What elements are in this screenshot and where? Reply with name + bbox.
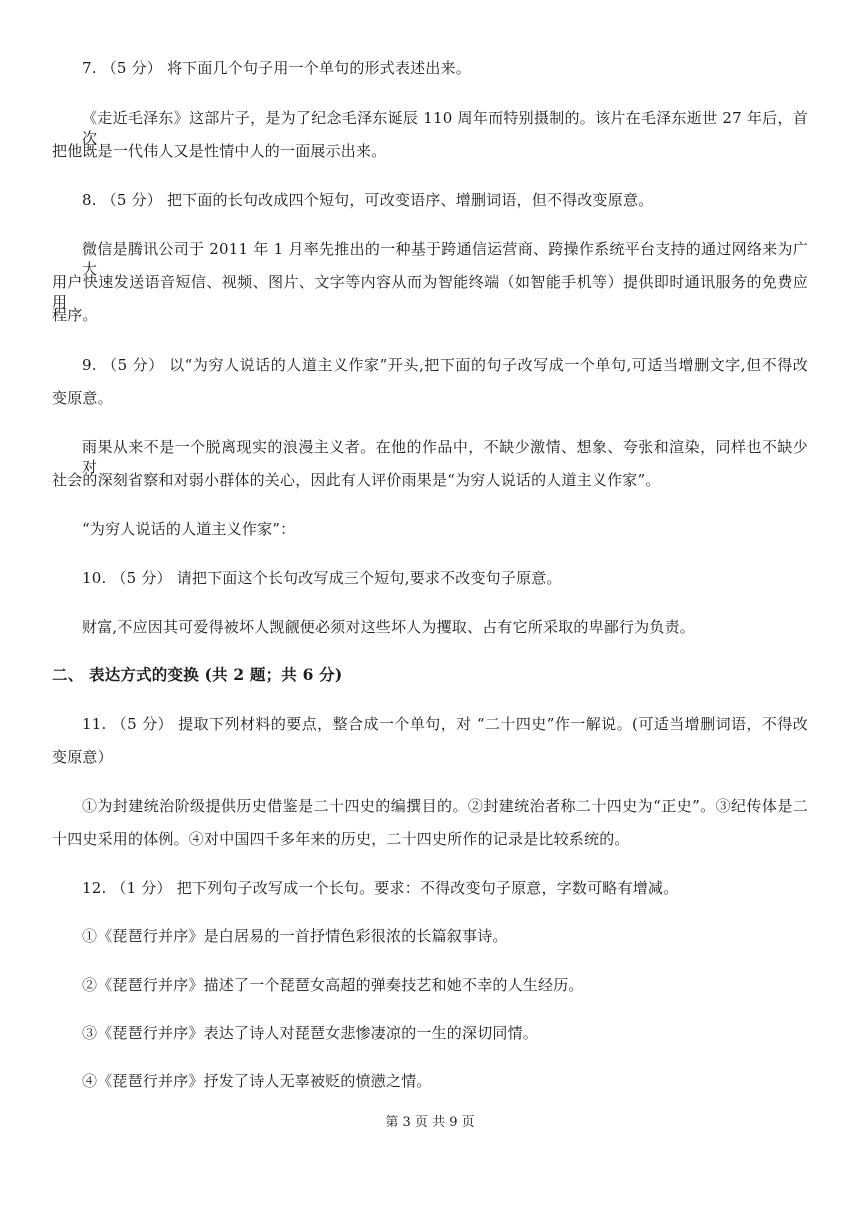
question-10-stem: 10. （5 分） 请把下面这个长句改写成三个短句,要求不改变句子原意。 [82, 569, 562, 587]
question-12-item-2: ②《琵琶行并序》描述了一个琵琶女高超的弹奏技艺和她不幸的人生经历。 [82, 976, 584, 994]
page-footer: 第 3 页 共 9 页 [385, 1115, 475, 1130]
question-11-stem-line-2: 变原意） [52, 748, 113, 766]
question-9-material-line-2: 社会的深刻省察和对弱小群体的关心，因此有人评价雨果是“为穷人说话的人道主义作家”。 [52, 471, 661, 489]
question-8-stem: 8. （5 分） 把下面的长句改成四个短句，可改变语序、增删词语，但不得改变原意。 [82, 191, 654, 209]
question-9-stem-line-1: 9. （5 分） 以“为穷人说话的人道主义作家”开头,把下面的句子改写成一个单句,可适当增删文字,但不得改 [82, 356, 808, 374]
section-2-heading: 二、 表达方式的变换 (共 2 题；共 6 分) [52, 665, 343, 684]
question-10-material: 财富,不应因其可爱得被坏人觊觎便必须对这些坏人为攫取、占有它所采取的卑鄙行为负责。 [82, 618, 695, 636]
question-11-material-line-1: ①为封建统治阶级提供历史借鉴是二十四史的编撰目的。②封建统治者称二十四史为“正史”。③纪传体是二 [82, 797, 808, 815]
question-8-material-line-1: 微信是腾讯公司于 2011 年 1 月率先推出的一种基于跨通信运营商、跨操作系统平台支持的通过网络来为广大 [82, 240, 808, 278]
question-11-material-line-2: 十四史采用的体例。④对中国四千多年来的历史，二十四史所作的记录是比较系统的。 [52, 830, 630, 848]
question-12-item-4: ④《琵琶行并序》抒发了诗人无辜被贬的愤懑之情。 [82, 1072, 432, 1090]
question-11-stem-line-1: 11. （5 分） 提取下列材料的要点，整合成一个单句，对 “二十四史”作一解说。(可适当增删词语，不得改 [82, 715, 808, 733]
question-9-material-line-1: 雨果从来不是一个脱离现实的浪漫主义者。在他的作品中，不缺少激情、想象、夸张和渲染，同样也不缺少对 [82, 438, 808, 476]
question-7-material-line-1: 《走近毛泽东》这部片子，是为了纪念毛泽东诞辰 110 周年而特别摄制的。该片在毛泽东逝世 27 年后，首次 [82, 109, 808, 147]
question-8-material-line-2: 用户快速发送语音短信、视频、图片、文字等内容从而为智能终端（如智能手机等）提供即时通讯服务的免费应用 [52, 273, 808, 311]
question-12-item-1: ①《琵琶行并序》是白居易的一首抒情色彩很浓的长篇叙事诗。 [82, 927, 508, 945]
question-7-stem: 7. （5 分） 将下面几个句子用一个单句的形式表述出来。 [82, 59, 471, 77]
question-12-stem: 12. （1 分） 把下列句子改写成一个长句。要求：不得改变句子原意，字数可略有增减。 [82, 879, 679, 897]
question-12-item-3: ③《琵琶行并序》表达了诗人对琵琶女悲惨凄凉的一生的深切同情。 [82, 1024, 539, 1042]
question-8-material-line-3: 程序。 [52, 306, 98, 324]
question-9-stem-line-2: 变原意。 [52, 389, 113, 407]
question-7-material-line-2: 把他既是一代伟人又是性情中人的一面展示出来。 [52, 142, 387, 160]
question-9-answer-lead: “为穷人说话的人道主义作家”： [82, 520, 296, 538]
